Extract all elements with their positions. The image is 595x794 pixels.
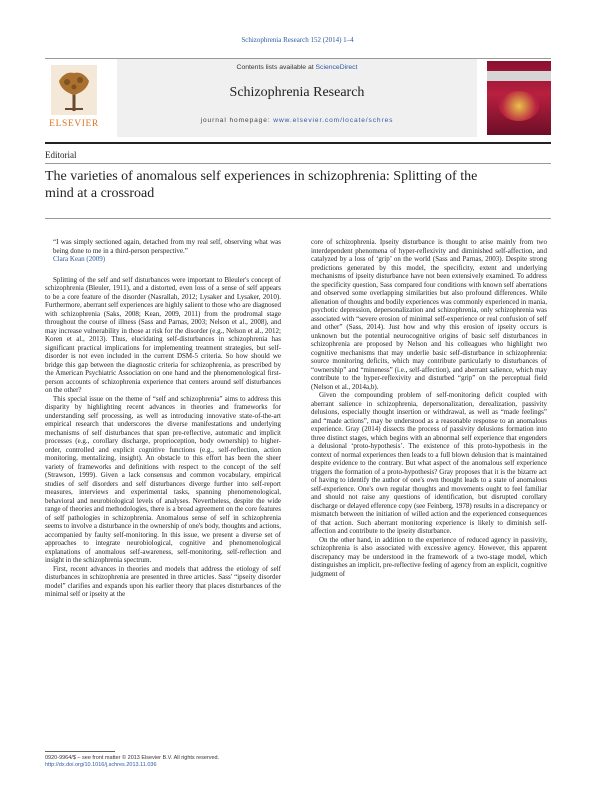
body-paragraph: core of schizophrenia. Ipseity disturbance is thought to arise mainly from two interdependent phenomena of hyper-reflexivity and diminished self-affection, and catalyzed by a loss of ‘grip’ on the world (Sass and Parnas, 2003). Despite strong predictions generated by this model, the specificity, extent and underlying mechanisms of ipseity disturbance have not been extensively examined. To address the specificity question, Sass compared four conditions with known self aberrations and observed some overlapping similarities but also profound differences. While alienation of thoughts and bodily experiences was commonly experienced in mania, psychotic depression, depersonalization and schizophrenia, only schizophrenia was associated with “severe erosion of minimal self-experience or real confusion of self and other” (Sass, 2014). Just how and why this erosion of ipseity occurs is unknown but the potential neurocognitive origins of basic self disturbances in schizophrenia are proposed by Nelson and his colleagues who highlight two cognitive mechanisms that may underlie basic self-disturbance in schizophrenia: source monitoring deficits, which may contribute particularly to disturbances of “ownership” and “mineness” (i.e., self-affection), and aberrant salience, which may contribute to the hyper-reflexivity and disturbed “grip” on the perceptual field (Nelson et al., 2014a,b). <box>311 238 547 391</box>
article-footer <box>45 755 219 769</box>
journal-reference-link[interactable]: Schizophrenia Research 152 (2014) 1–4 <box>241 36 354 44</box>
left-column <box>45 238 281 599</box>
right-column <box>311 238 547 578</box>
footer-rule <box>45 751 115 752</box>
body-paragraph: First, recent advances in theories and models that address the etiology of self disturbances in schizophrenia are presented in three articles. Sass' “ipseity disorder model” clarifies and expands upon his earlier theory that places disturbances of the minimal self or ipseity at the <box>45 564 281 598</box>
epigraph-quote: “I was simply sectioned again, detached from my real self, observing what was being done to me in a third-person perspective.” <box>53 238 281 255</box>
title-bottom-rule <box>45 218 551 219</box>
article-type: Editorial <box>45 150 77 160</box>
title-top-rule <box>45 163 551 164</box>
homepage-prefix: journal homepage: <box>200 117 274 124</box>
journal-cover-image-icon[interactable] <box>487 61 551 135</box>
contents-prefix: Contents lists available at <box>236 64 316 71</box>
cover-band <box>487 71 551 81</box>
body-paragraph: Splitting of the self and self disturbances were important to Bleuler's concept of schizophrenia (Bleuler, 1911), and a distorted, even loss of a sense of self appears to be a core feature of the disorder (Nasrallah, 2012; Lysaker and Lysaker, 2010). Furthermore, aberrant self experiences are highly salient to those who are diagnosed with schizophrenia (Saks, 2008; Kean, 2009, 2011) from the prodromal stage throughout the course of illness (Sass and Parnas, 2003; Nelson et al., 2008), and may increase vulnerability in those at risk for the disorder (e.g., Nelson et al., 2012; Koren et al., 2013). Thus, elucidating self-disturbances in schizophrenia has significant practical implications for implementing treatment strategies, but self-disorder is not even included in the current DSM-5 criteria. So how should we bridge this gap between the diagnostic criteria for schizophrenia, as prescribed by the American Psychiatric Association on one hand and the phenomenological first-person accounts of schizophrenia experience that centers around self disturbances on the other? <box>45 275 281 394</box>
sciencedirect-link[interactable]: ScienceDirect <box>315 64 358 71</box>
epigraph-source-link[interactable]: Clara Kean (2009) <box>53 255 106 263</box>
body-paragraph: On the other hand, in addition to the experience of reduced agency in passivity, schizophrenia is also associated with excessive agency. However, this apparent discrepancy may be understood in the framework of a two-stage model, which distinguishes an implicit, pre-reflective feeling of agency from an explicit, cognitive judgment of <box>311 535 547 578</box>
article-title: The varieties of anomalous self experiences in schizophrenia: Splitting of the mind at a crossroad <box>45 169 478 201</box>
journal-homepage-link[interactable]: www.elsevier.com/locate/schres <box>273 117 394 124</box>
doi-link[interactable]: http://dx.doi.org/10.1016/j.schres.2013.11.036 <box>45 762 157 768</box>
masthead-rule <box>45 142 551 144</box>
issn-copyright: 0920-9964/$ – see front matter © 2013 Elsevier B.V. All rights reserved. <box>45 755 220 761</box>
homepage-line <box>117 117 477 124</box>
epigraph <box>53 238 281 264</box>
body-paragraph: This special issue on the theme of “self and schizophrenia” aims to address this disparity by highlighting recent advances in theories and frameworks for understanding self processing, as well as introducing innovative state-of-the-art empirical research that underscores the diverse manifestations and underlying mechanisms of self disturbances that span pre-reflective, automatic and implicit processes (e.g., corollary discharge, proprioception, body ownership) to higher-order, controlled and explicit cognitive functions (e.g., self-reflection, action monitoring, mentalizing, insight). An obstacle to this effort has been the sheer variety of frameworks and definitions with respect to the concept of the self (Strawson, 1999). Given a lack consensus and common vocabulary, empirical studies of self disorders and self disturbances diverge further into self-report measures, interviews and experimental tasks, spanning phenomenological, behavioral and neurobiological levels of analyses. Nevertheless, despite the wide range of theories and methodologies, there is a broad agreement on the core features of self pathologies in schizophrenia. Anomalous sense of self in schizophrenia seems to involve a disturbance in the ownership of one's body, thoughts and actions, accompanied by faulty self-monitoring. In this issue, we present a diverse set of approaches to integrate neurobiological, cognitive and phenomenological explanations of anomalous self-awareness, self-monitoring, self-reflection and insight in the schizophrenia spectrum. <box>45 394 281 564</box>
journal-title: Schizophrenia Research <box>229 85 365 100</box>
body-paragraph: Given the compounding problem of self-monitoring deficit coupled with aberrant salience in schizophrenia, depersonalization, derealization, passivity delusions, especially thought insertion or withdrawal, as well as “made feelings” and “made actions”, may be understood as a reasonable response to an anomalous experience. Gray (2014) dissects the process of passivity delusions formation into three distinct stages, which begins with an abnormal self experience that engenders a delusional ‘proto-hypothesis’. The existence of this proto-hypothesis in the context of normal experiences then leads to a full blown delusion that is maintained despite evidence to the contrary. But what aspect of the anomalous self experience triggers the formation of a proto-hypothesis? Gray proposes that it is the bizarre act of having to identify the author of one's own thought leads to a state of anomalous self-experience. One's own regular thoughts and movements ought to feel familiar and should not raise any questions of identification, but disrupted corollary discharge or delayed efference copy (see Feinberg, 1978) results in a discrepancy or mismatch between the initiation of willed action and the experienced consequences of that action. Such aberrant monitoring experience is likely to diminish self-affection and contribute to the ipseity disturbance. <box>311 391 547 535</box>
publisher-logo[interactable] <box>45 61 103 131</box>
journal-masthead <box>45 58 551 141</box>
cover-art <box>499 91 539 121</box>
contents-line <box>117 64 477 71</box>
masthead-center <box>117 59 477 137</box>
elsevier-tree-logo-icon <box>51 65 97 115</box>
publisher-logo-text: ELSEVIER <box>49 119 99 129</box>
